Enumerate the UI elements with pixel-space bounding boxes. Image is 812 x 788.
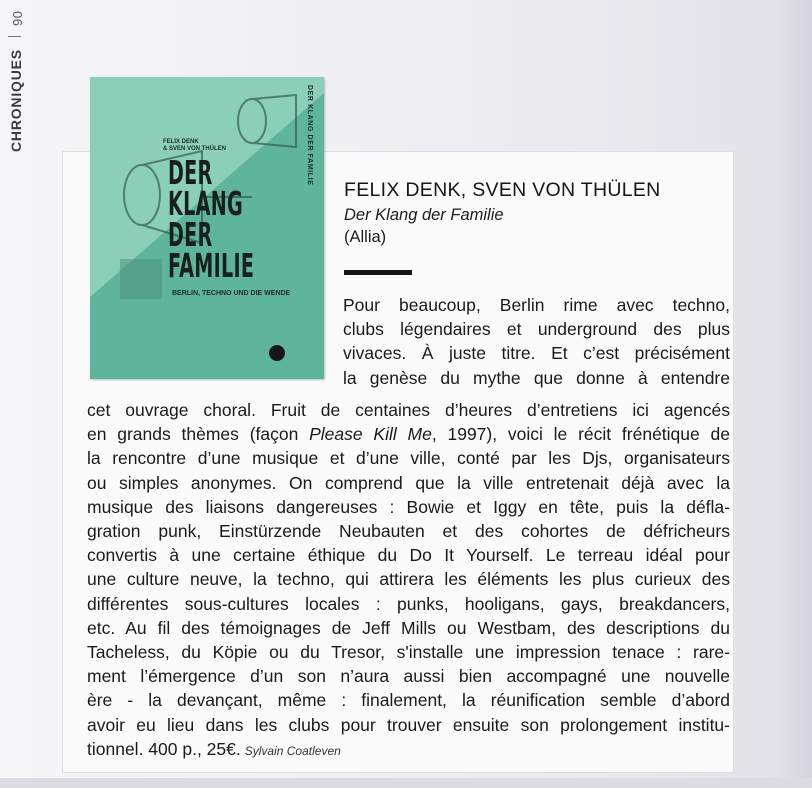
page-number: 90 — [10, 10, 25, 26]
cover-title — [168, 153, 255, 285]
cover-title-line: DER — [168, 153, 213, 192]
review-signature: Sylvain Coatleven — [244, 743, 341, 758]
cover-spine-text: DER KLANG DER FAMILIE — [306, 85, 313, 186]
text-segment: , 1997), voici le récit frénétique de — [431, 424, 730, 445]
text-line: cet ouvrage choral. Fruit de centaines d’heures d’entretiens ici agencés — [87, 400, 730, 420]
text-line: ment l’émergence d’un son n’aura aussi bien accompagné une nouvelle — [87, 666, 730, 687]
review-header — [344, 178, 724, 248]
text-line: ère - la devançant, même : finalement, la réunification semble d’abord — [87, 690, 730, 711]
text-line: la rencontre d’une musique et d’une ville, conté par les Djs, organisateurs — [87, 448, 730, 469]
text-line: convertis à une certaine éthique du Do It Yourself. Le terreau idéal pour — [87, 545, 730, 566]
text-line: Pour beaucoup, Berlin rime avec techno, — [343, 295, 730, 315]
text-line: Tacheless, du Köpie ou du Tresor, s'installe une impression tenace : rare- — [87, 642, 730, 663]
cited-title: Please Kill Me — [309, 424, 432, 445]
cover-author-1: FELIX DENK — [163, 139, 199, 145]
page-bottom-edge — [0, 778, 812, 788]
cover-authors — [163, 139, 226, 153]
text-segment: en grands thèmes (façon — [87, 424, 310, 445]
review-final-text: tionnel. 400 p., 25€. — [87, 738, 241, 759]
cover-title-line: KLANG — [168, 184, 244, 223]
review-authors: FELIX DENK, SVEN VON THÜLEN — [344, 179, 661, 201]
cover-author-2: & SVEN VON THÜLEN — [163, 146, 227, 152]
book-cover — [90, 77, 324, 379]
text-line: la genèse du mythe que donne à entendre — [343, 367, 730, 388]
review-text-full-width — [87, 398, 730, 763]
cover-title-line: DER — [168, 215, 213, 254]
text-line: clubs légendaires et underground des plus — [343, 319, 730, 340]
review-text-right-column — [343, 293, 730, 390]
review-publisher: (Allia) — [344, 228, 387, 246]
section-name: CHRONIQUES — [8, 49, 24, 152]
text-line: gration punk, Einstürzende Neubauten et des cohortes de défricheurs — [87, 521, 730, 542]
side-label — [2, 6, 32, 156]
cover-subtitle: BERLIN, TECHNO UND DIE WENDE — [172, 290, 291, 297]
page-gutter-shadow — [774, 0, 812, 788]
text-line: une culture neuve, la techno, qui attirera les éléments les plus curieux des — [87, 569, 730, 590]
text-line: ou simples anonymes. On comprend que la ville entretenait déjà avec la — [87, 472, 730, 493]
text-line — [87, 737, 730, 763]
publisher-logo-icon — [269, 345, 285, 361]
text-line — [87, 422, 730, 446]
text-line: vivaces. À juste titre. Et c’est précisément — [343, 343, 730, 364]
cover-title-line: FAMILIE — [168, 246, 255, 285]
text-line: etc. Au fil des témoignages de Jeff Mills ou Westbam, des descriptions du — [87, 617, 730, 638]
text-line: musique des liaisons dangereuses : Bowie et Iggy en tête, puis la défla- — [87, 496, 730, 517]
side-separator — [8, 36, 21, 37]
header-rule — [344, 270, 412, 275]
review-book-title: Der Klang der Familie — [344, 206, 504, 224]
text-line: avoir eu lieu dans les clubs pour trouver ensuite son prolongement institu- — [87, 714, 730, 735]
text-line: différentes sous-cultures locales : punks, hooligans, gays, breakdancers, — [87, 593, 730, 614]
